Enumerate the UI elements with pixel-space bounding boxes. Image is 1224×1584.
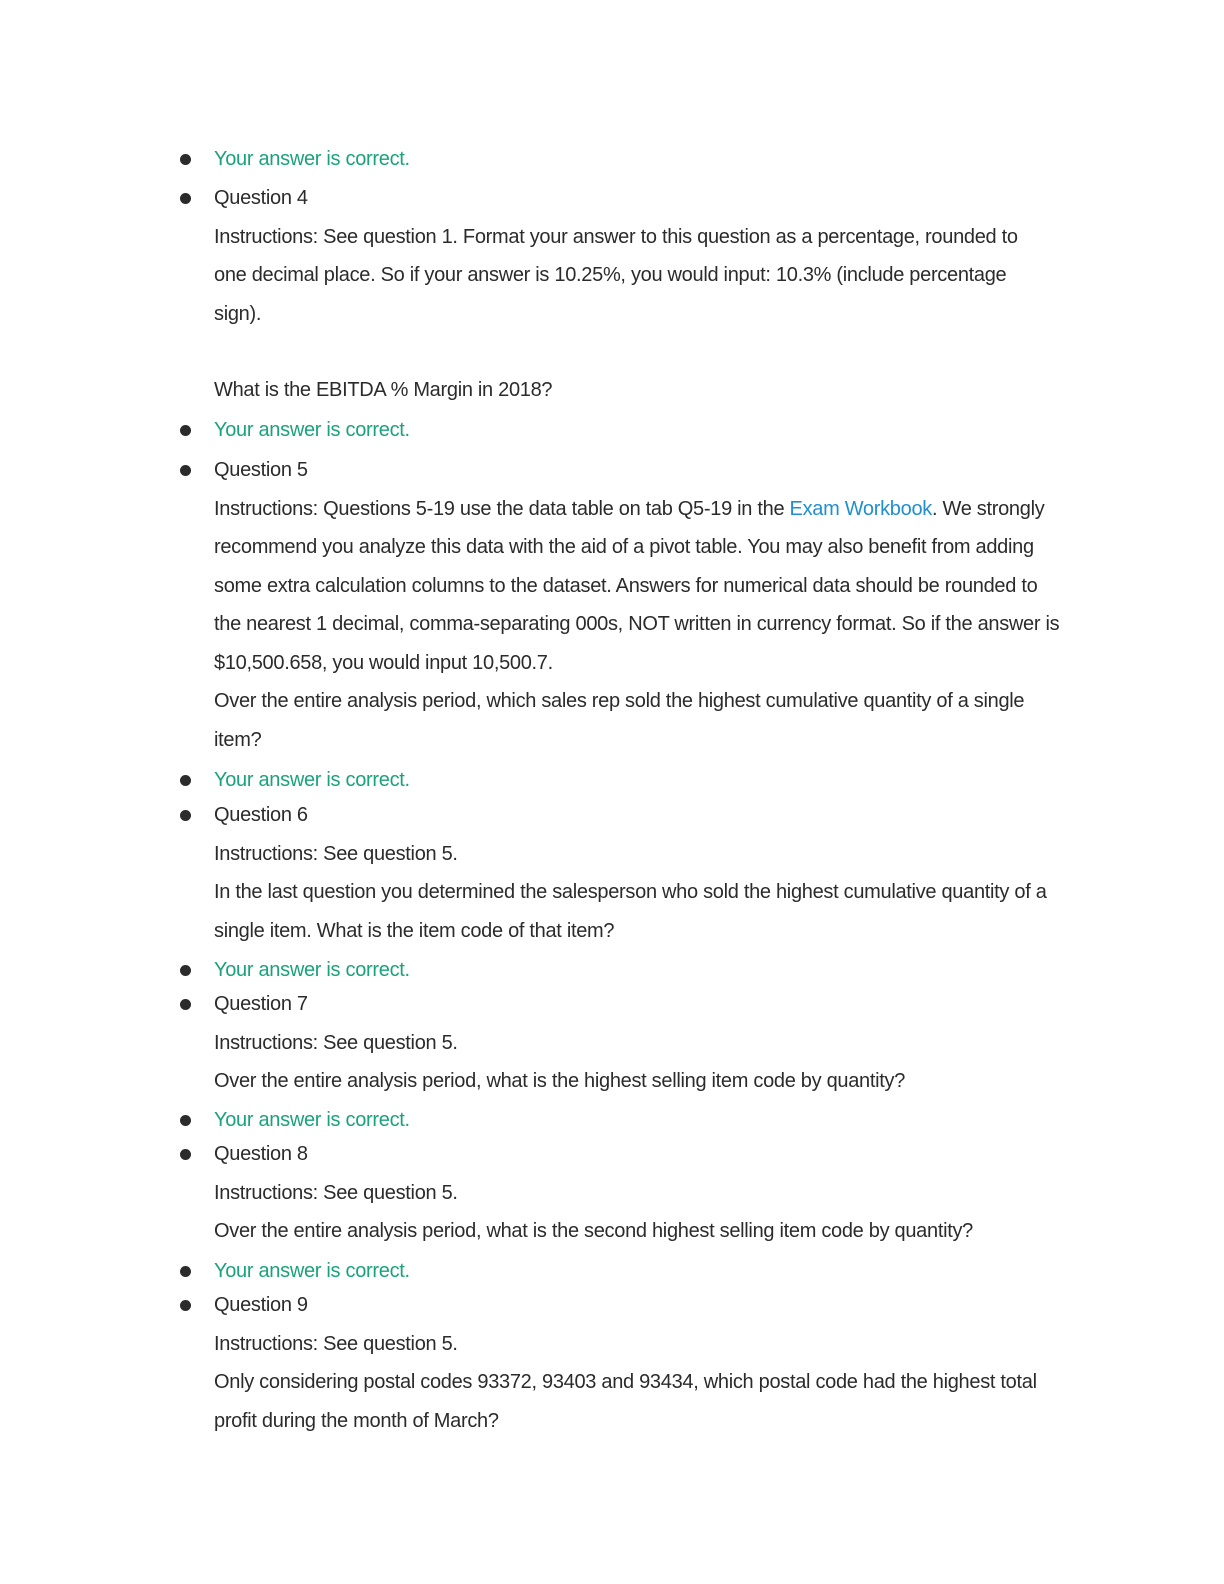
bullet-icon bbox=[180, 425, 191, 436]
question-label: Question 8 bbox=[214, 1143, 308, 1165]
correct-feedback: Your answer is correct. bbox=[214, 1260, 410, 1282]
bullet-icon bbox=[180, 1115, 191, 1126]
question-prompt: Over the entire analysis period, what is the second highest selling item code by quantity? bbox=[214, 1220, 973, 1242]
question-label: Question 7 bbox=[214, 993, 308, 1015]
question-instructions: Instructions: See question 5. bbox=[214, 1181, 458, 1204]
correct-feedback: Your answer is correct. bbox=[214, 1109, 410, 1131]
bullet-icon bbox=[180, 1149, 191, 1160]
correct-feedback: Your answer is correct. bbox=[214, 419, 410, 441]
correct-feedback: Your answer is correct. bbox=[214, 148, 410, 170]
question-label: Question 5 bbox=[214, 459, 308, 481]
question-prompt: Over the entire analysis period, which sales rep sold the highest cumulative quantity of a single item? bbox=[214, 690, 1025, 751]
question-label: Question 6 bbox=[214, 804, 308, 826]
exam-workbook-link[interactable]: Exam Workbook bbox=[789, 497, 932, 520]
bullet-icon bbox=[180, 999, 191, 1010]
bullet-icon bbox=[180, 775, 191, 786]
bullet-icon bbox=[180, 154, 191, 165]
question-label: Question 4 bbox=[214, 187, 308, 209]
question-instructions: Instructions: See question 5. bbox=[214, 1332, 458, 1355]
question-instructions: Instructions: See question 5. bbox=[214, 842, 458, 865]
instructions-text: Instructions: Questions 5-19 use the data table on tab Q5-19 in the bbox=[214, 497, 790, 520]
correct-feedback: Your answer is correct. bbox=[214, 769, 410, 791]
question-prompt: Only considering postal codes 93372, 93403 and 93434, which postal code had the highest total profit during the month of March? bbox=[214, 1371, 1037, 1432]
question-instructions: Instructions: See question 5. bbox=[214, 1031, 458, 1054]
question-prompt: Over the entire analysis period, what is the highest selling item code by quantity? bbox=[214, 1070, 906, 1092]
question-instructions bbox=[214, 490, 1064, 683]
bullet-icon bbox=[180, 1266, 191, 1277]
correct-feedback: Your answer is correct. bbox=[214, 959, 410, 981]
bullet-icon bbox=[180, 1300, 191, 1311]
question-instructions: Instructions: See question 1. Format your answer to this question as a percentage, rounded to one decimal place. So if your answer is 10.25%, you would input: 10.3% (include percentage sign). bbox=[214, 225, 1018, 325]
question-prompt: What is the EBITDA % Margin in 2018? bbox=[214, 379, 553, 401]
question-prompt: In the last question you determined the salesperson who sold the highest cumulative quantity of a single item. What is the item code of that item? bbox=[214, 881, 1047, 942]
bullet-icon bbox=[180, 965, 191, 976]
bullet-icon bbox=[180, 810, 191, 821]
question-label: Question 9 bbox=[214, 1294, 308, 1316]
bullet-icon bbox=[180, 465, 191, 476]
bullet-icon bbox=[180, 193, 191, 204]
instructions-text: . We strongly recommend you analyze this data with the aid of a pivot table. You may also benefit from adding some extra calculation columns to the dataset. Answers for numerical data should be rounded to the nearest 1 decimal, comma-separating 000s, NOT written in currency format. So if the answer is $10,500.658, you would input 10,500.7. bbox=[214, 497, 1060, 674]
